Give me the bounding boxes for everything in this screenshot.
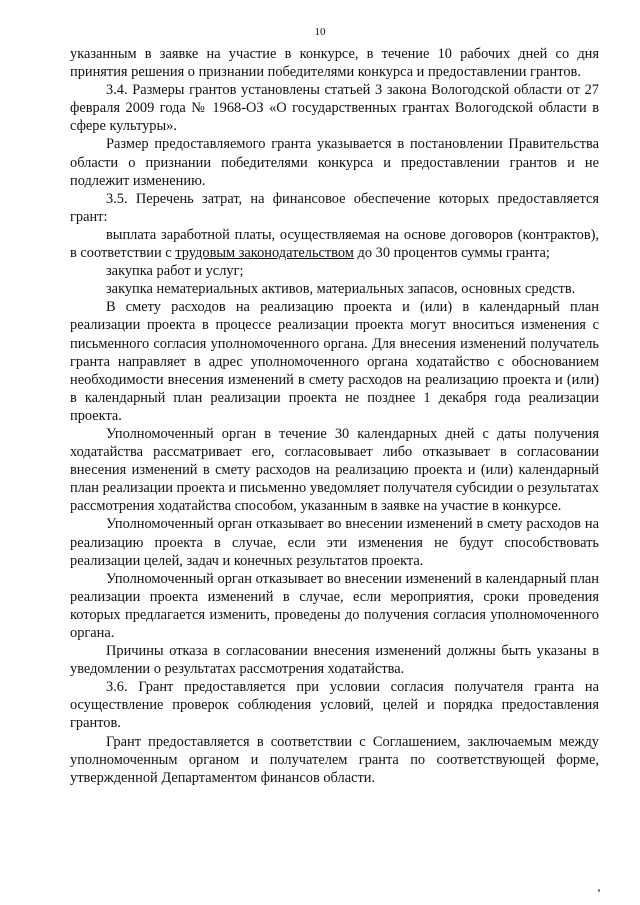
paragraph-budget-changes: В смету расходов на реализацию проекта и (или) в календарный план реализации проекта в процессе реализации проекта могут вноситься изменения с письменного согласия уполномоченного органа. Для внесения изменений получатель гранта направляет в адрес уполномоченного органа ходатайство с обоснованием необходимости внесения изменений в смету расходов на реализацию проекта и (или) в календарный план реализации проекта не позднее 1 декабря года реализации проекта. <box>70 299 599 424</box>
labor-law-link[interactable]: трудовым законодательством <box>175 245 354 262</box>
paragraph-review-period: Уполномоченный орган в течение 30 календарных дней с даты получения ходатайства рассматривает его, согласовывает либо отказывает в согласовании внесения изменений в смету расходов на реализацию проекта и (или) календарный план реализации проекта и письменно уведомляет получателя субсидии о результатах рассмотрения ходатайства способом, указанным в заявке на участие в конкурсе. <box>70 425 599 515</box>
page-number: 10 <box>314 26 326 38</box>
paragraph-continuation: указанным в заявке на участие в конкурсе, в течение 10 рабочих дней со дня принятия решения о признании победителями конкурса и предоставлении грантов. <box>70 46 599 81</box>
paragraph-budget-refusal: Уполномоченный орган отказывает во внесении изменений в смету расходов на реализацию проекта в случае, если эти изменения не будут способствовать реализации целей, задач и конечных результатов проекта. <box>70 516 599 569</box>
paragraph-assets: закупка нематериальных активов, материальных запасов, основных средств. <box>106 281 576 298</box>
paragraph-salary-expenses <box>70 226 599 262</box>
paragraph-works-services: закупка работ и услуг; <box>106 263 244 280</box>
paragraph-3-5: 3.5. Перечень затрат, на финансовое обеспечение которых предоставляется грант: <box>70 190 599 225</box>
paragraph-refusal-reasons: Причины отказа в согласовании внесения изменений должны быть указаны в уведомлении о результатах рассмотрения ходатайства. <box>70 643 599 678</box>
paragraph-plan-refusal: Уполномоченный орган отказывает во внесении изменений в календарный план реализации проекта изменений в случае, если мероприятия, сроки проведения которых предлагается изменить, проведены до получения согласия уполномоченного органа. <box>70 570 599 641</box>
salary-text-start: выплата заработной платы, осуществляемая на основе договоров (контрактов), в соответствии с <box>70 226 599 262</box>
paragraph-grant-size: Размер предоставляемого гранта указывается в постановлении Правительства области о признании победителями конкурса и предоставлении грантов и не подлежит изменению. <box>70 136 599 189</box>
document-body <box>70 45 599 787</box>
paragraph-3-4: 3.4. Размеры грантов установлены статьей 3 закона Вологодской области от 27 февраля 2009 года № 1968-ОЗ «О государственных грантах Вологодской области в сфере культуры». <box>70 82 599 135</box>
paragraph-3-6: 3.6. Грант предоставляется при условии согласия получателя гранта на осуществление проверок соблюдения условий, целей и порядка предоставления грантов. <box>70 679 599 732</box>
paragraph-agreement: Грант предоставляется в соответствии с Соглашением, заключаемым между уполномоченным органом и получателем гранта по соответствующей форме, утвержденной Департаментом финансов области. <box>70 733 599 786</box>
salary-text-end: до 30 процентов суммы гранта; <box>353 245 550 262</box>
scan-speck <box>598 889 600 892</box>
